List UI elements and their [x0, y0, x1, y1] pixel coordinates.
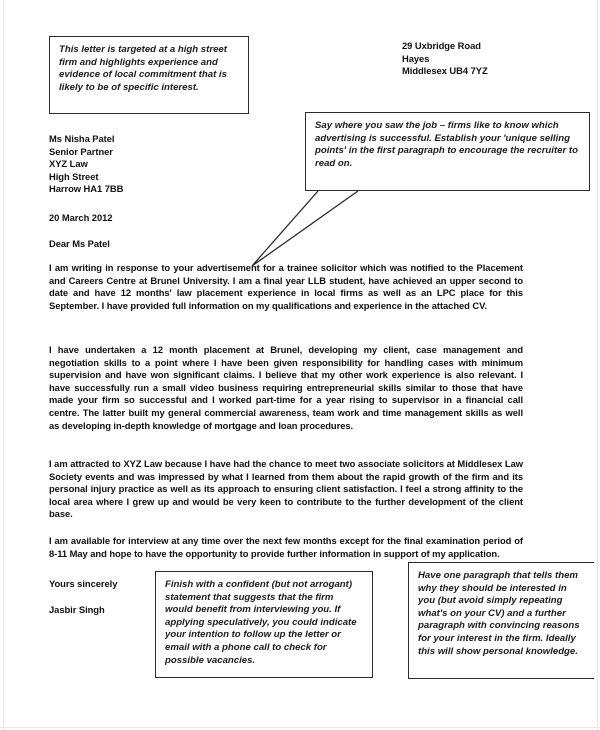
- page-edge-right: [597, 0, 598, 730]
- letter-paragraph-4: I am available for interview at any time over the next few months except for the final examination period of 8-11 May and hope to have the opportunity to provide further information in support of my application.: [49, 535, 523, 559]
- letter-date: 20 March 2012: [49, 212, 113, 223]
- page-edge-bottom: [0, 727, 600, 728]
- recipient-address-line-1: Ms Nisha Patel: [49, 133, 115, 144]
- annotation-box-bottom-left: Finish with a confident (but not arrogant) statement that suggests that the firm would benefit from interviewing you. If applying speculatively, you could indicate your intention to follow up the letter or email with a phone call to check for possible vacancies.: [155, 571, 373, 678]
- recipient-address-line-5: Harrow HA1 7BB: [49, 183, 124, 195]
- annotation-box-bottom-right: Have one paragraph that tells them why they should be interested in you (but avoid simply repeating what's on your CV) and a further paragraph with convincing reasons for your interest in the firm. Ideally this will show personal knowledge.: [408, 562, 594, 679]
- recipient-address-line-3: XYZ Law: [49, 158, 88, 170]
- letter-signature-name: Jasbir Singh: [49, 604, 105, 615]
- sender-address-line-3: Middlesex UB4 7YZ: [402, 65, 488, 77]
- sender-address: [402, 40, 592, 78]
- page-edge-left: [3, 0, 4, 730]
- recipient-address: [49, 133, 249, 196]
- letter-paragraph-3: I am attracted to XYZ Law because I have had the chance to meet two associate solicitors at Middlesex Law Society events and was impressed by what I learned from them about the rapid growth of the firm and its personal injury practice as well as its approach to ensuring client satisfaction. I feel a strong affinity to the local area where I grew up and would be very keen to contribute to the further development of the client base.: [49, 458, 523, 520]
- annotation-box-top-left: This letter is targeted at a high street firm and highlights experience and evidence of local commitment that is likely to be of specific interest.: [49, 36, 249, 114]
- letter-salutation: Dear Ms Patel: [49, 238, 110, 249]
- recipient-address-line-4: High Street: [49, 170, 99, 182]
- sender-address-line-1: 29 Uxbridge Road: [402, 40, 481, 51]
- letter-paragraph-1: I am writing in response to your advertisement for a trainee solicitor which was notified to the Placement and Careers Centre at Brunel University. I am a final year LLB student, have achieved an upper second to date and have 12 months' law placement experience in local firms as well as an LPC place for this September. I have provided full information on my qualifications and experience in the attached CV.: [49, 262, 523, 311]
- letter-paragraph-2: I have undertaken a 12 month placement at Brunel, developing my client, case management and negotiation skills to a point where I have been given responsibility for handling cases with minimum supervision and have won significant claims. I believe that my other work experience is also relevant. I have successfully run a small video business requiring entrepreneurial skills similar to those that have made your firm so successful and I worked part-time for a year rising to supervisor in a financial call centre. The latter built my general commercial awareness, team work and time management skills as well as developing in-depth knowledge of mortgage and loan procedures.: [49, 344, 523, 431]
- sender-address-line-2: Hayes: [402, 52, 430, 64]
- annotation-box-top-right: Say where you saw the job – firms like to know which advertising is successful. Establish your 'unique selling points' in the first paragraph to encourage the recruiter to read on.: [305, 112, 590, 191]
- letter-sign-off: Yours sincerely: [49, 578, 118, 589]
- recipient-address-line-2: Senior Partner: [49, 145, 113, 157]
